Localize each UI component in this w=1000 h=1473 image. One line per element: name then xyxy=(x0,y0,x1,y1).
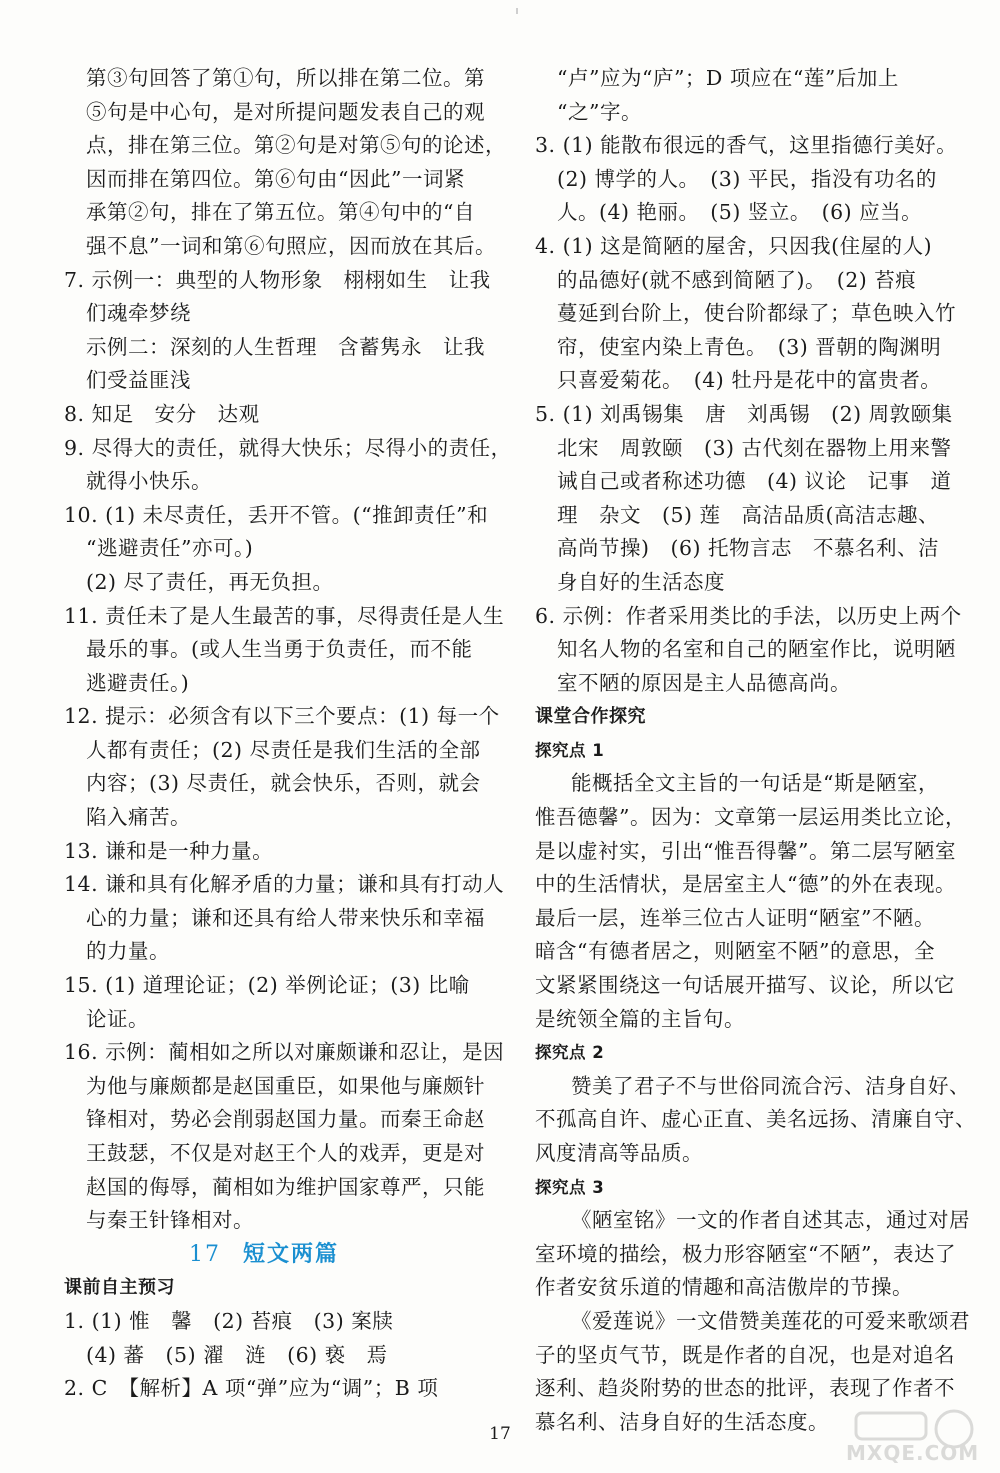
text-line: 子的坚贞气节，既是作者的自况，也是对追名 xyxy=(535,1342,955,1367)
section-heading: 课前自主预习 xyxy=(64,1277,175,1299)
text-line: 2. C 【解析】A 项“弹”应为“调”；B 项 xyxy=(64,1376,439,1401)
text-line: 内容；(3) 尽责任，就会快乐，否则，就会 xyxy=(86,771,481,796)
text-line: 知名人物的名室和自己的陋室作比，说明陋 xyxy=(557,637,956,662)
text-line: 室不陋的原因是主人品德高尚。 xyxy=(557,670,851,695)
text-line: 风度清高等品质。 xyxy=(535,1141,703,1165)
text-line: 是统领全篇的主旨句。 xyxy=(535,1006,745,1031)
text-line: 人都有责任；(2) 尽责任是我们生活的全部 xyxy=(86,737,481,762)
text-line: 第③句回答了第①句，所以排在第二位。第 xyxy=(86,66,485,90)
text-line: 慕名利、洁身自好的生活态度。 xyxy=(535,1409,829,1434)
text-line: 与秦王针锋相对。 xyxy=(86,1208,254,1233)
right-column xyxy=(535,62,976,1439)
text-line: 人。(4) 艳丽。 (5) 竖立。 (6) 应当。 xyxy=(557,200,923,225)
text-line: 因而排在第四位。第⑥句由“因此”一词紧 xyxy=(86,166,465,191)
text-line: 是以虚衬实，引出“惟吾得馨”。第二层写陋室 xyxy=(535,838,956,863)
text-line: 7. 示例一：典型的人物形象 栩栩如生 让我 xyxy=(64,267,491,292)
text-line: 论证。 xyxy=(86,1006,149,1031)
text-line: 惟吾德馨”。因为：文章第一层运用类比立论， xyxy=(535,805,966,830)
text-line: 最后一层，连举三位古人证明“陋室”不陋。 xyxy=(535,905,935,930)
text-line: 《陋室铭》一文的作者自述其志，通过对居 xyxy=(571,1208,970,1233)
text-line: 就得小快乐。 xyxy=(86,469,212,494)
text-line: 4. (1) 这是简陋的屋舍，只因我(住屋的人) xyxy=(535,233,933,258)
text-line: 帘，使室内染上青色。 (3) 晋朝的陶渊明 xyxy=(557,334,942,359)
text-line: 蔓延到台阶上，使台阶都绿了；草色映入竹 xyxy=(557,301,956,326)
text-line: (2) 尽了责任，再无负担。 xyxy=(86,569,334,594)
text-line: 11. 责任未了是人生最苦的事，尽得责任是人生 xyxy=(64,603,505,628)
text-line: 诫自己或者称述功德 (4) 议论 记事 道 xyxy=(557,469,952,494)
text-line: 《爱莲说》一文借赞美莲花的可爱来歌颂君 xyxy=(571,1308,970,1333)
text-line: 能概括全文主旨的一句话是“斯是陋室， xyxy=(571,771,939,796)
text-line: 示例二：深刻的人生哲理 含蓄隽永 让我 xyxy=(86,334,485,359)
text-line: 的力量。 xyxy=(86,939,170,964)
text-line: 强不息”一词和第⑥句照应，因而放在其后。 xyxy=(86,233,496,258)
text-line: 为他与廉颇都是赵国重臣，如果他与廉颇针 xyxy=(86,1073,485,1098)
text-line: 点，排在第三位。第②句是对第⑤句的论述， xyxy=(86,133,506,158)
text-line: 赵国的侮辱，蔺相如为维护国家尊严，只能 xyxy=(86,1174,485,1199)
text-line: 们魂牵梦绕 xyxy=(86,301,191,326)
text-line: 16. 示例：蔺相如之所以对廉颇谦和忍让，是因 xyxy=(64,1040,505,1065)
text-line: 12. 提示：必须含有以下三个要点：(1) 每一个 xyxy=(64,704,500,729)
text-line: ⑤句是中心句，是对所提问题发表自己的观 xyxy=(86,99,485,124)
text-line: “之”字。 xyxy=(557,99,642,124)
text-line: 逃避责任。) xyxy=(86,670,190,695)
text-line: 1. (1) 惟 馨 (2) 苔痕 (3) 案牍 xyxy=(64,1308,394,1333)
binding-mark xyxy=(516,8,518,14)
text-line: 不孤高自许、虚心正直、美名远扬、清廉自守、 xyxy=(535,1107,976,1132)
text-line: 作者安贫乐道的情趣和高洁傲岸的节操。 xyxy=(535,1275,913,1300)
watermark-logo xyxy=(836,1407,986,1467)
subsection-heading: 探究点 3 xyxy=(535,1177,605,1197)
text-line: 王鼓瑟，不仅是对赵王个人的戏弄，更是对 xyxy=(86,1141,485,1165)
text-line: 室环境的描绘，极力形容陋室“不陋”，表达了 xyxy=(535,1241,956,1266)
text-line: “卢”应为“庐”；D 项应在“莲”后加上 xyxy=(557,66,899,90)
section-heading-text: 短文两篇 xyxy=(242,1241,339,1267)
text-line: 高尚节操) (6) 托物言志 不慕名利、洁 xyxy=(557,536,940,561)
subsection-heading: 探究点 2 xyxy=(535,1043,605,1063)
left-column xyxy=(64,62,512,1406)
text-line: 中的生活情状，是居室主人“德”的外在表现。 xyxy=(535,872,956,897)
text-line: 身自好的生活态度 xyxy=(557,569,725,594)
subsection-heading: 探究点 1 xyxy=(535,740,605,760)
text-line: 13. 谦和是一种力量。 xyxy=(64,838,274,863)
text-line: 5. (1) 刘禹锡集 唐 刘禹锡 (2) 周敦颐集 xyxy=(535,401,953,426)
text-line: 锋相对，势必会削弱赵国力量。而秦王命赵 xyxy=(86,1107,485,1132)
text-line: “逃避责任”亦可。) xyxy=(86,536,254,561)
text-line: 赞美了君子不与世俗同流合污、洁身自好、 xyxy=(571,1073,970,1098)
section-number: 17 xyxy=(188,1241,221,1267)
text-line: 10. (1) 未尽责任，丢开不管。(“推卸责任”和 xyxy=(64,502,489,527)
text-line: 的品德好(就不感到简陋了)。 (2) 苔痕 xyxy=(557,267,917,292)
text-line: (2) 博学的人。 (3) 平民，指没有功名的 xyxy=(557,166,937,191)
text-line: 陷入痛苦。 xyxy=(86,805,191,830)
text-line: 8. 知足 安分 达观 xyxy=(64,401,260,426)
text-line: 承第②句，排在了第五位。第④句中的“自 xyxy=(86,200,475,225)
text-line: 理 杂文 (5) 莲 高洁品质(高洁志趣、 xyxy=(557,502,940,527)
text-line: 心的力量；谦和还具有给人带来快乐和幸福 xyxy=(86,905,485,930)
watermark-text: MXQE.COM xyxy=(846,1441,980,1465)
text-line: 暗含“有德者居之，则陋室不陋”的意思，全 xyxy=(535,939,935,964)
text-line: 北宋 周敦颐 (3) 古代刻在器物上用来警 xyxy=(557,435,952,460)
text-line: 6. 示例：作者采用类比的手法，以历史上两个 xyxy=(535,603,962,628)
text-line: 们受益匪浅 xyxy=(86,368,191,393)
section-heading: 课堂合作探究 xyxy=(535,706,646,728)
section-title xyxy=(64,1238,464,1272)
text-line: 9. 尽得大的责任，就得大快乐；尽得小的责任， xyxy=(64,435,512,460)
text-line: (4) 蕃 (5) 濯 涟 (6) 亵 焉 xyxy=(86,1342,388,1367)
text-line: 只喜爱菊花。 (4) 牡丹是花中的富贵者。 xyxy=(557,368,942,393)
text-line: 14. 谦和具有化解矛盾的力量；谦和具有打动人 xyxy=(64,872,505,897)
text-line: 文紧紧围绕这一句话展开描写、议论，所以它 xyxy=(535,973,955,998)
text-line: 15. (1) 道理论证；(2) 举例论证；(3) 比喻 xyxy=(64,973,470,998)
page-number: 17 xyxy=(489,1424,511,1444)
text-line: 3. (1) 能散布很远的香气，这里指德行美好。 xyxy=(535,133,958,158)
text-line: 最乐的事。(或人生当勇于负责任，而不能 xyxy=(86,637,473,662)
text-line: 逐利、趋炎附势的世态的批评，表现了作者不 xyxy=(535,1376,955,1401)
